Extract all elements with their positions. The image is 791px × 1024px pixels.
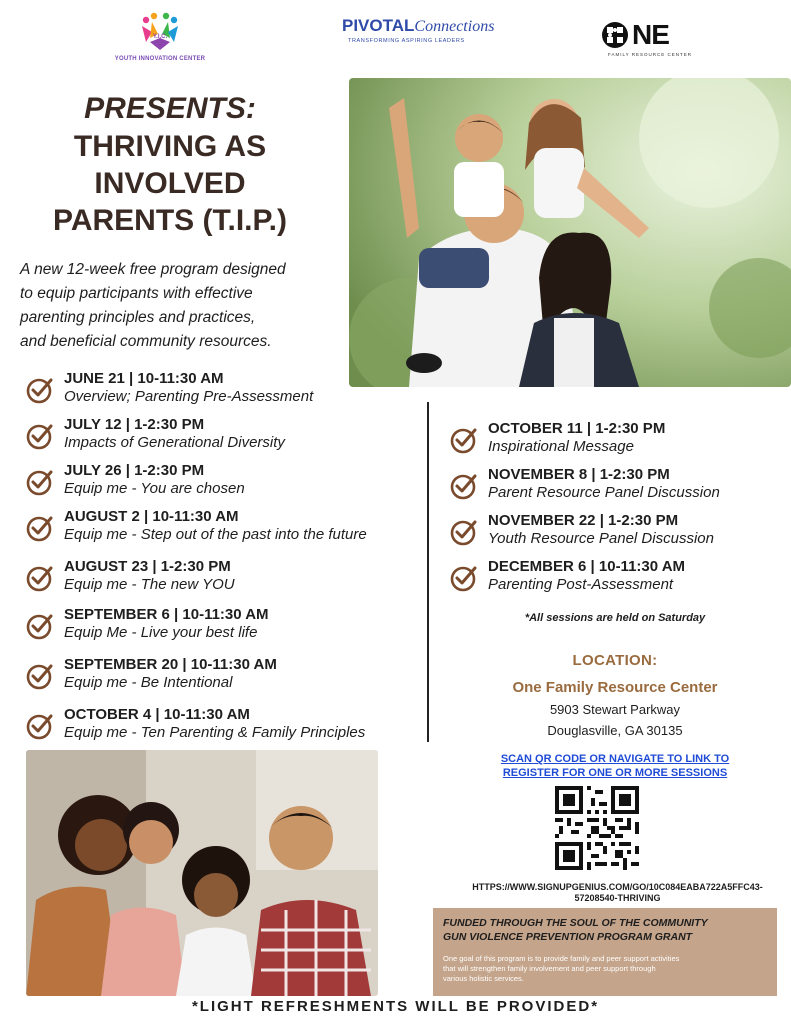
location-heading: LOCATION: bbox=[572, 652, 658, 669]
session-topic: Parent Resource Panel Discussion bbox=[488, 484, 720, 501]
checkmark-circle-icon bbox=[450, 472, 478, 500]
checkmark-circle-icon bbox=[26, 468, 54, 496]
yic-mark-text: Y.I.C. bbox=[152, 34, 168, 40]
session-item bbox=[26, 370, 313, 406]
register-link-line[interactable]: SCAN QR CODE OR NAVIGATE TO LINK TO bbox=[500, 753, 730, 765]
saturday-note: *All sessions are held on Saturday bbox=[524, 612, 706, 624]
refreshments-note: *LIGHT REFRESHMENTS WILL BE PROVIDED* bbox=[191, 998, 600, 1015]
presents-heading: PRESENTS: bbox=[84, 92, 256, 125]
session-topic: Equip Me - Live your best life bbox=[64, 624, 258, 641]
session-date: OCTOBER 11 | 1-2:30 PM bbox=[488, 420, 666, 437]
location-city: Douglasville, GA 30135 bbox=[547, 723, 683, 738]
column-divider bbox=[427, 402, 429, 742]
session-topic: Equip me - Ten Parenting & Family Principles bbox=[64, 724, 366, 741]
funding-body-line: various holistic services. bbox=[443, 974, 524, 983]
checkmark-circle-icon bbox=[450, 426, 478, 454]
checkmark-circle-icon bbox=[26, 376, 54, 404]
description-line: A new 12-week free program designed bbox=[20, 261, 286, 278]
session-date: OCTOBER 4 | 10-11:30 AM bbox=[64, 706, 250, 723]
session-topic: Equip me - Be Intentional bbox=[64, 674, 233, 691]
session-date: DECEMBER 6 | 10-11:30 AM bbox=[488, 558, 686, 575]
session-topic: Equip me - You are chosen bbox=[64, 480, 245, 497]
registration-qr-code[interactable] bbox=[555, 786, 639, 870]
session-item bbox=[450, 512, 714, 548]
program-description bbox=[20, 258, 340, 354]
location-block bbox=[440, 652, 790, 738]
checkmark-circle-icon bbox=[26, 422, 54, 450]
connections-word: Connections bbox=[414, 18, 495, 35]
session-item bbox=[26, 706, 365, 742]
session-topic: Inspirational Message bbox=[488, 438, 634, 455]
session-date: SEPTEMBER 6 | 10-11:30 AM bbox=[64, 606, 269, 623]
checkmark-circle-icon bbox=[26, 612, 54, 640]
session-item bbox=[26, 558, 235, 594]
funding-box bbox=[433, 908, 777, 996]
session-date: NOVEMBER 8 | 1-2:30 PM bbox=[488, 466, 670, 483]
pivotal-word: PIVOTAL bbox=[342, 16, 415, 35]
session-item bbox=[26, 416, 285, 452]
family-photo-top bbox=[349, 78, 791, 387]
one-tagline: FAMILY RESOURCE CENTER bbox=[607, 52, 693, 57]
location-name: One Family Resource Center bbox=[512, 679, 718, 696]
register-link[interactable] bbox=[440, 752, 790, 780]
register-link-line[interactable]: REGISTER FOR ONE OR MORE SESSIONS bbox=[502, 767, 728, 779]
session-date: SEPTEMBER 20 | 10-11:30 AM bbox=[64, 656, 277, 673]
session-date: JULY 26 | 1-2:30 PM bbox=[64, 462, 205, 479]
program-title bbox=[20, 128, 320, 239]
session-item bbox=[26, 656, 277, 692]
program-title-line: THRIVING AS bbox=[73, 130, 267, 163]
family-photo-bottom bbox=[26, 750, 378, 996]
checkmark-circle-icon bbox=[26, 662, 54, 690]
funding-body-line: that will strengthen family involvement and peer support through bbox=[443, 964, 656, 973]
session-topic: Youth Resource Panel Discussion bbox=[488, 530, 714, 547]
funding-title-line: FUNDED THROUGH THE SOUL OF THE COMMUNITY bbox=[443, 917, 708, 929]
funding-title bbox=[443, 916, 767, 944]
location-street: 5903 Stewart Parkway bbox=[549, 702, 681, 717]
puzzle-globe-icon bbox=[600, 20, 630, 50]
checkmark-circle-icon bbox=[26, 712, 54, 740]
funding-body-line: One goal of this program is to provide family and peer support activities bbox=[443, 954, 680, 963]
description-line: parenting principles and practices, bbox=[20, 309, 256, 326]
session-item bbox=[26, 508, 367, 544]
checkmark-circle-icon bbox=[26, 564, 54, 592]
session-date: AUGUST 2 | 10-11:30 AM bbox=[64, 508, 239, 525]
session-topic: Equip me - The new YOU bbox=[64, 576, 235, 593]
url-line[interactable]: 57208540-THRIVING bbox=[574, 893, 661, 903]
registration-url[interactable] bbox=[445, 882, 790, 904]
session-item bbox=[26, 462, 245, 498]
session-topic: Equip me - Step out of the past into the future bbox=[64, 526, 367, 543]
session-item bbox=[450, 466, 720, 502]
session-date: AUGUST 23 | 1-2:30 PM bbox=[64, 558, 231, 575]
session-topic: Parenting Post-Assessment bbox=[488, 576, 674, 593]
url-line[interactable]: HTTPS://WWW.SIGNUPGENIUS.COM/GO/10C084EABA722A5FFC43- bbox=[472, 882, 763, 892]
session-date: JULY 12 | 1-2:30 PM bbox=[64, 416, 205, 433]
session-topic: Impacts of Generational Diversity bbox=[64, 434, 285, 451]
pivotal-tagline: TRANSFORMING ASPIRING LEADERS bbox=[348, 38, 465, 44]
session-item bbox=[450, 558, 685, 594]
one-wordmark: NE bbox=[632, 19, 669, 50]
checkmark-circle-icon bbox=[450, 518, 478, 546]
program-title-line: PARENTS (T.I.P.) bbox=[53, 204, 287, 237]
checkmark-circle-icon bbox=[26, 514, 54, 542]
session-date: JUNE 21 | 10-11:30 AM bbox=[64, 370, 224, 387]
pivotal-connections-logo bbox=[342, 16, 495, 56]
description-line: to equip participants with effective bbox=[20, 285, 253, 302]
session-item bbox=[450, 420, 665, 456]
funding-title-line: GUN VIOLENCE PREVENTION PROGRAM GRANT bbox=[443, 931, 693, 943]
description-line: and beneficial community resources. bbox=[20, 333, 272, 350]
title-block bbox=[20, 92, 320, 239]
youth-innovation-center-logo bbox=[110, 12, 210, 76]
yic-name: YOUTH INNOVATION CENTER bbox=[114, 56, 206, 62]
session-item bbox=[26, 606, 269, 642]
checkmark-circle-icon bbox=[450, 564, 478, 592]
one-family-logo bbox=[600, 20, 700, 64]
funding-description bbox=[443, 954, 767, 984]
session-date: NOVEMBER 22 | 1-2:30 PM bbox=[488, 512, 679, 529]
session-topic: Overview; Parenting Pre-Assessment bbox=[64, 388, 314, 405]
program-title-line: INVOLVED bbox=[94, 167, 246, 200]
